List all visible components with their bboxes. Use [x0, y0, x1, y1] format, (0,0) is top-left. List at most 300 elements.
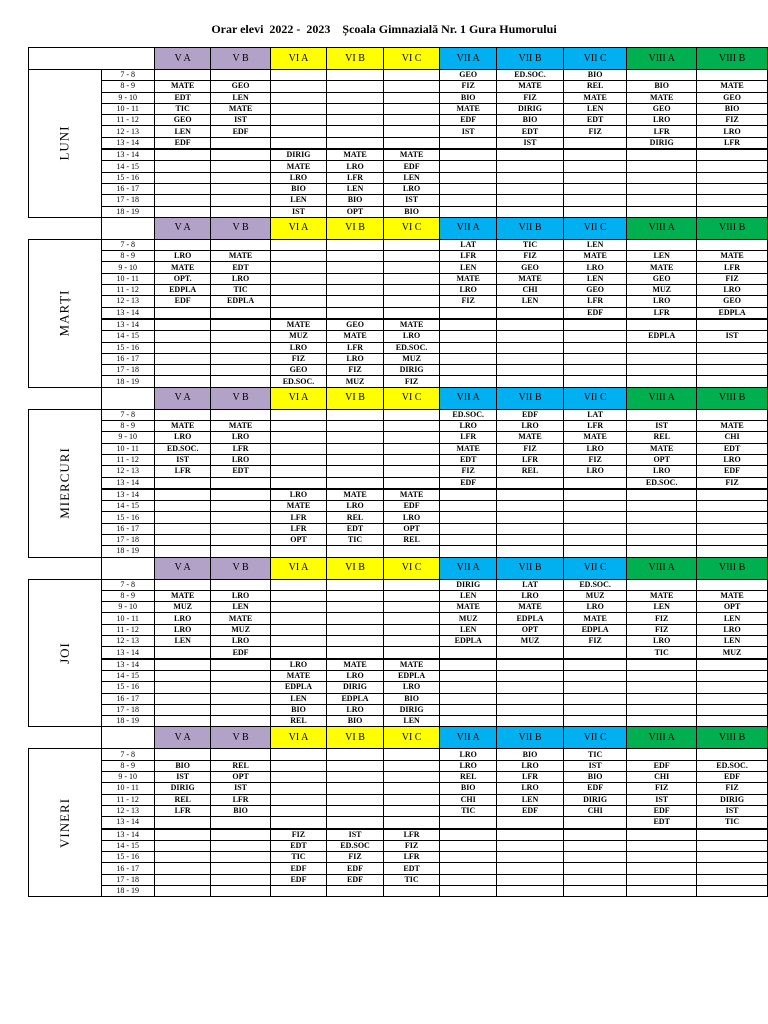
subject-cell: MATE — [327, 149, 384, 161]
subject-cell: LRO — [383, 331, 440, 342]
subject-cell — [154, 829, 211, 841]
subject-cell: FIZ — [383, 376, 440, 387]
subject-cell: LEN — [270, 195, 327, 206]
subject-cell: OPT — [270, 534, 327, 545]
subject-cell — [440, 353, 497, 364]
subject-cell: LRO — [327, 353, 384, 364]
subject-cell: EDF — [497, 409, 564, 420]
subject-cell — [270, 783, 327, 794]
subject-cell: LEN — [211, 92, 270, 103]
hour-cell: 17 - 18 — [101, 195, 154, 206]
subject-cell — [497, 307, 564, 319]
subject-cell — [211, 512, 270, 523]
subject-cell: EDF — [440, 477, 497, 489]
subject-cell: TIC — [440, 805, 497, 816]
subject-cell — [327, 432, 384, 443]
subject-cell — [211, 172, 270, 183]
subject-cell: IST — [327, 829, 384, 841]
subject-cell: BIO — [270, 704, 327, 715]
subject-cell: LRO — [497, 590, 564, 601]
subject-cell — [154, 206, 211, 217]
subject-cell: LRO — [154, 613, 211, 624]
subject-cell — [440, 365, 497, 376]
subject-cell — [627, 501, 697, 512]
subject-cell: FIZ — [627, 783, 697, 794]
subject-cell: LFR — [327, 342, 384, 353]
subject-cell: MATE — [154, 81, 211, 92]
subject-cell — [270, 409, 327, 420]
subject-cell — [327, 443, 384, 454]
class-header: VI A — [270, 48, 327, 70]
subject-cell: DIRIG — [697, 794, 768, 805]
table-row — [29, 126, 768, 137]
subject-cell — [270, 772, 327, 783]
subject-cell: DIRIG — [327, 682, 384, 693]
table-row — [29, 149, 768, 161]
hour-cell: 14 - 15 — [101, 670, 154, 681]
subject-cell — [497, 376, 564, 387]
table-row — [29, 454, 768, 465]
class-header-row — [29, 217, 768, 239]
subject-cell: GEO — [327, 319, 384, 331]
subject-cell — [270, 624, 327, 635]
subject-cell — [383, 251, 440, 262]
subject-cell — [497, 489, 564, 501]
subject-cell — [327, 817, 384, 829]
subject-cell — [270, 103, 327, 114]
subject-cell — [497, 331, 564, 342]
subject-cell: ED.SOC. — [383, 342, 440, 353]
subject-cell — [497, 149, 564, 161]
subject-cell: MATE — [327, 331, 384, 342]
subject-cell: LRO — [270, 489, 327, 501]
subject-cell — [211, 149, 270, 161]
hour-cell: 16 - 17 — [101, 183, 154, 194]
subject-cell: FIZ — [440, 296, 497, 307]
subject-cell — [211, 365, 270, 376]
subject-cell: LAT — [440, 239, 497, 250]
subject-cell: LFR — [211, 443, 270, 454]
hour-cell: 11 - 12 — [101, 285, 154, 296]
subject-cell: FIZ — [270, 829, 327, 841]
subject-cell — [627, 704, 697, 715]
hour-cell: 11 - 12 — [101, 624, 154, 635]
subject-cell — [497, 319, 564, 331]
subject-cell — [270, 126, 327, 137]
hour-cell: 18 - 19 — [101, 546, 154, 557]
subject-cell: OPT. — [154, 273, 211, 284]
subject-cell — [327, 546, 384, 557]
class-header: VIII B — [697, 48, 768, 70]
table-row — [29, 409, 768, 420]
day-label — [29, 749, 102, 897]
subject-cell: FIZ — [440, 466, 497, 477]
subject-cell — [564, 829, 627, 841]
hour-cell: 16 - 17 — [101, 693, 154, 704]
subject-cell — [327, 409, 384, 420]
subject-cell — [383, 760, 440, 771]
subject-cell — [697, 682, 768, 693]
subject-cell: MUZ — [383, 353, 440, 364]
subject-cell — [564, 546, 627, 557]
subject-cell: FIZ — [497, 92, 564, 103]
subject-cell — [440, 716, 497, 727]
hour-cell: 10 - 11 — [101, 443, 154, 454]
subject-cell — [627, 183, 697, 194]
subject-cell: FIZ — [270, 353, 327, 364]
subject-cell — [440, 546, 497, 557]
class-header-row — [29, 727, 768, 749]
subject-cell — [383, 432, 440, 443]
subject-cell — [497, 670, 564, 681]
table-row — [29, 501, 768, 512]
class-header: VIII B — [697, 727, 768, 749]
subject-cell: LFR — [327, 172, 384, 183]
subject-cell — [564, 137, 627, 149]
class-header: VI C — [383, 387, 440, 409]
subject-cell: EDF — [564, 783, 627, 794]
subject-cell — [440, 206, 497, 217]
table-row — [29, 285, 768, 296]
subject-cell — [154, 670, 211, 681]
subject-cell: MATE — [440, 443, 497, 454]
class-header: VI C — [383, 727, 440, 749]
subject-cell — [697, 863, 768, 874]
table-row — [29, 273, 768, 284]
subject-cell — [564, 670, 627, 681]
subject-cell — [383, 749, 440, 760]
subject-cell: EDT — [497, 126, 564, 137]
hour-cell: 16 - 17 — [101, 863, 154, 874]
table-row — [29, 852, 768, 863]
subject-cell — [327, 794, 384, 805]
hour-cell: 9 - 10 — [101, 602, 154, 613]
class-header: VII A — [440, 387, 497, 409]
subject-cell — [383, 126, 440, 137]
subject-cell: MATE — [383, 319, 440, 331]
subject-cell — [440, 534, 497, 545]
subject-cell: CHI — [627, 772, 697, 783]
subject-cell — [211, 817, 270, 829]
subject-cell: LFR — [154, 805, 211, 816]
table-row — [29, 115, 768, 126]
subject-cell: MATE — [564, 251, 627, 262]
subject-cell — [497, 546, 564, 557]
subject-cell — [497, 829, 564, 841]
subject-cell: LEN — [270, 693, 327, 704]
subject-cell — [627, 239, 697, 250]
subject-cell: LRO — [383, 682, 440, 693]
subject-cell — [564, 886, 627, 897]
hour-cell: 14 - 15 — [101, 501, 154, 512]
table-row — [29, 704, 768, 715]
subject-cell — [383, 613, 440, 624]
table-row — [29, 262, 768, 273]
subject-cell: LFR — [564, 296, 627, 307]
subject-cell: EDT — [564, 115, 627, 126]
table-row — [29, 183, 768, 194]
hour-cell: 13 - 14 — [101, 477, 154, 489]
subject-cell: BIO — [327, 195, 384, 206]
hour-cell: 13 - 14 — [101, 149, 154, 161]
subject-cell — [497, 682, 564, 693]
hour-cell: 13 - 14 — [101, 137, 154, 149]
subject-cell: LRO — [154, 432, 211, 443]
subject-cell: EDT — [211, 262, 270, 273]
subject-cell — [697, 579, 768, 590]
hour-cell: 15 - 16 — [101, 342, 154, 353]
subject-cell — [211, 546, 270, 557]
subject-cell — [697, 149, 768, 161]
hour-cell: 8 - 9 — [101, 590, 154, 601]
subject-cell: FIZ — [697, 115, 768, 126]
subject-cell: IST — [154, 454, 211, 465]
subject-cell — [154, 546, 211, 557]
subject-cell — [497, 693, 564, 704]
subject-cell: FIZ — [564, 454, 627, 465]
subject-cell: EDF — [211, 647, 270, 659]
subject-cell: LRO — [383, 512, 440, 523]
subject-cell — [564, 161, 627, 172]
table-row — [29, 331, 768, 342]
subject-cell — [697, 693, 768, 704]
subject-cell — [327, 285, 384, 296]
subject-cell: LRO — [211, 636, 270, 647]
subject-cell — [154, 70, 211, 81]
subject-cell — [440, 376, 497, 387]
subject-cell — [627, 682, 697, 693]
subject-cell — [564, 489, 627, 501]
subject-cell: IST — [440, 126, 497, 137]
subject-cell — [440, 886, 497, 897]
subject-cell: EDF — [627, 805, 697, 816]
subject-cell — [627, 874, 697, 885]
subject-cell: MATE — [211, 251, 270, 262]
subject-cell — [327, 805, 384, 816]
table-row — [29, 829, 768, 841]
subject-cell: LAT — [497, 579, 564, 590]
subject-cell: MUZ — [154, 602, 211, 613]
subject-cell: EDF — [327, 863, 384, 874]
subject-cell — [327, 772, 384, 783]
subject-cell: LEN — [564, 239, 627, 250]
hour-cell: 17 - 18 — [101, 704, 154, 715]
subject-cell — [270, 636, 327, 647]
subject-cell: LRO — [270, 342, 327, 353]
subject-cell — [327, 477, 384, 489]
subject-cell: LRO — [211, 432, 270, 443]
subject-cell: LRO — [697, 454, 768, 465]
subject-cell: LEN — [627, 602, 697, 613]
class-header: VII C — [564, 48, 627, 70]
subject-cell: LRO — [383, 183, 440, 194]
subject-cell: BIO — [697, 103, 768, 114]
subject-cell — [270, 70, 327, 81]
subject-cell — [697, 840, 768, 851]
subject-cell — [383, 466, 440, 477]
subject-cell: BIO — [564, 772, 627, 783]
subject-cell: TIC — [383, 874, 440, 885]
subject-cell: LRO — [627, 636, 697, 647]
subject-cell — [211, 195, 270, 206]
subject-cell — [440, 840, 497, 851]
subject-cell: EDPLA — [270, 682, 327, 693]
subject-cell: EDT — [383, 863, 440, 874]
subject-cell — [440, 331, 497, 342]
subject-cell: EDF — [383, 161, 440, 172]
subject-cell: LRO — [327, 161, 384, 172]
subject-cell: BIO — [627, 81, 697, 92]
subject-cell — [564, 342, 627, 353]
subject-cell — [697, 512, 768, 523]
hour-cell: 10 - 11 — [101, 103, 154, 114]
subject-cell: DIRIG — [497, 103, 564, 114]
subject-cell — [154, 477, 211, 489]
subject-cell: IST — [697, 331, 768, 342]
subject-cell — [211, 161, 270, 172]
subject-cell: MUZ — [327, 376, 384, 387]
hour-cell: 10 - 11 — [101, 613, 154, 624]
subject-cell — [270, 613, 327, 624]
subject-cell: DIRIG — [154, 783, 211, 794]
subject-cell — [383, 81, 440, 92]
subject-cell: GEO — [627, 273, 697, 284]
class-header: VI B — [327, 48, 384, 70]
subject-cell: FIZ — [627, 613, 697, 624]
subject-cell — [154, 693, 211, 704]
subject-cell — [154, 365, 211, 376]
subject-cell: MATE — [697, 251, 768, 262]
table-row — [29, 534, 768, 545]
subject-cell: LEN — [154, 126, 211, 137]
subject-cell — [627, 840, 697, 851]
subject-cell: EDPLA — [211, 296, 270, 307]
subject-cell: EDT — [440, 454, 497, 465]
subject-cell — [270, 421, 327, 432]
subject-cell — [154, 376, 211, 387]
table-row — [29, 296, 768, 307]
subject-cell — [697, 319, 768, 331]
class-header: VIII A — [627, 48, 697, 70]
subject-cell — [154, 749, 211, 760]
subject-cell — [497, 195, 564, 206]
header-blank — [101, 217, 154, 239]
table-row — [29, 466, 768, 477]
subject-cell: MUZ — [697, 647, 768, 659]
subject-cell — [270, 137, 327, 149]
subject-cell: MATE — [270, 501, 327, 512]
hour-cell: 16 - 17 — [101, 523, 154, 534]
subject-cell: MUZ — [564, 590, 627, 601]
table-row — [29, 477, 768, 489]
subject-cell — [697, 749, 768, 760]
subject-cell — [154, 704, 211, 715]
hour-cell: 10 - 11 — [101, 783, 154, 794]
class-header: VII C — [564, 387, 627, 409]
subject-cell: REL — [383, 534, 440, 545]
subject-cell — [383, 115, 440, 126]
subject-cell — [627, 749, 697, 760]
subject-cell — [270, 590, 327, 601]
subject-cell — [440, 863, 497, 874]
subject-cell — [327, 421, 384, 432]
subject-cell — [211, 659, 270, 671]
table-row — [29, 319, 768, 331]
subject-cell: LRO — [497, 783, 564, 794]
subject-cell — [627, 409, 697, 420]
subject-cell: MATE — [440, 602, 497, 613]
subject-cell: LRO — [697, 285, 768, 296]
subject-cell: FIZ — [627, 624, 697, 635]
subject-cell — [383, 772, 440, 783]
subject-cell: GEO — [440, 70, 497, 81]
table-row — [29, 886, 768, 897]
subject-cell — [440, 817, 497, 829]
subject-cell — [211, 319, 270, 331]
hour-cell: 8 - 9 — [101, 421, 154, 432]
subject-cell: MATE — [270, 670, 327, 681]
table-row — [29, 172, 768, 183]
hour-cell: 12 - 13 — [101, 805, 154, 816]
subject-cell: MATE — [383, 149, 440, 161]
subject-cell — [383, 477, 440, 489]
subject-cell: BIO — [440, 92, 497, 103]
table-row — [29, 579, 768, 590]
subject-cell: MATE — [627, 443, 697, 454]
subject-cell: LRO — [627, 466, 697, 477]
subject-cell — [564, 353, 627, 364]
class-header: VII B — [497, 387, 564, 409]
subject-cell — [327, 126, 384, 137]
table-row — [29, 161, 768, 172]
class-header: VI C — [383, 217, 440, 239]
subject-cell: EDF — [383, 501, 440, 512]
table-row — [29, 783, 768, 794]
class-header-row — [29, 48, 768, 70]
hour-cell: 17 - 18 — [101, 874, 154, 885]
subject-cell — [383, 296, 440, 307]
subject-cell — [327, 273, 384, 284]
subject-cell — [211, 353, 270, 364]
hour-cell: 7 - 8 — [101, 409, 154, 420]
subject-cell — [211, 489, 270, 501]
subject-cell — [211, 183, 270, 194]
subject-cell — [154, 353, 211, 364]
subject-cell — [497, 206, 564, 217]
subject-cell: ED.SOC. — [564, 579, 627, 590]
subject-cell — [154, 682, 211, 693]
subject-cell: MATE — [697, 81, 768, 92]
subject-cell — [383, 273, 440, 284]
table-row — [29, 805, 768, 816]
subject-cell: LRO — [497, 760, 564, 771]
subject-cell: EDPLA — [154, 285, 211, 296]
subject-cell: LRO — [327, 501, 384, 512]
table-row — [29, 749, 768, 760]
subject-cell: EDF — [627, 760, 697, 771]
subject-cell — [627, 579, 697, 590]
subject-cell — [440, 704, 497, 715]
subject-cell — [154, 183, 211, 194]
subject-cell: MATE — [440, 273, 497, 284]
table-row — [29, 794, 768, 805]
subject-cell: IST — [154, 772, 211, 783]
subject-cell: EDF — [564, 307, 627, 319]
class-header: V A — [154, 217, 211, 239]
subject-cell — [211, 137, 270, 149]
subject-cell — [627, 365, 697, 376]
subject-cell — [270, 81, 327, 92]
